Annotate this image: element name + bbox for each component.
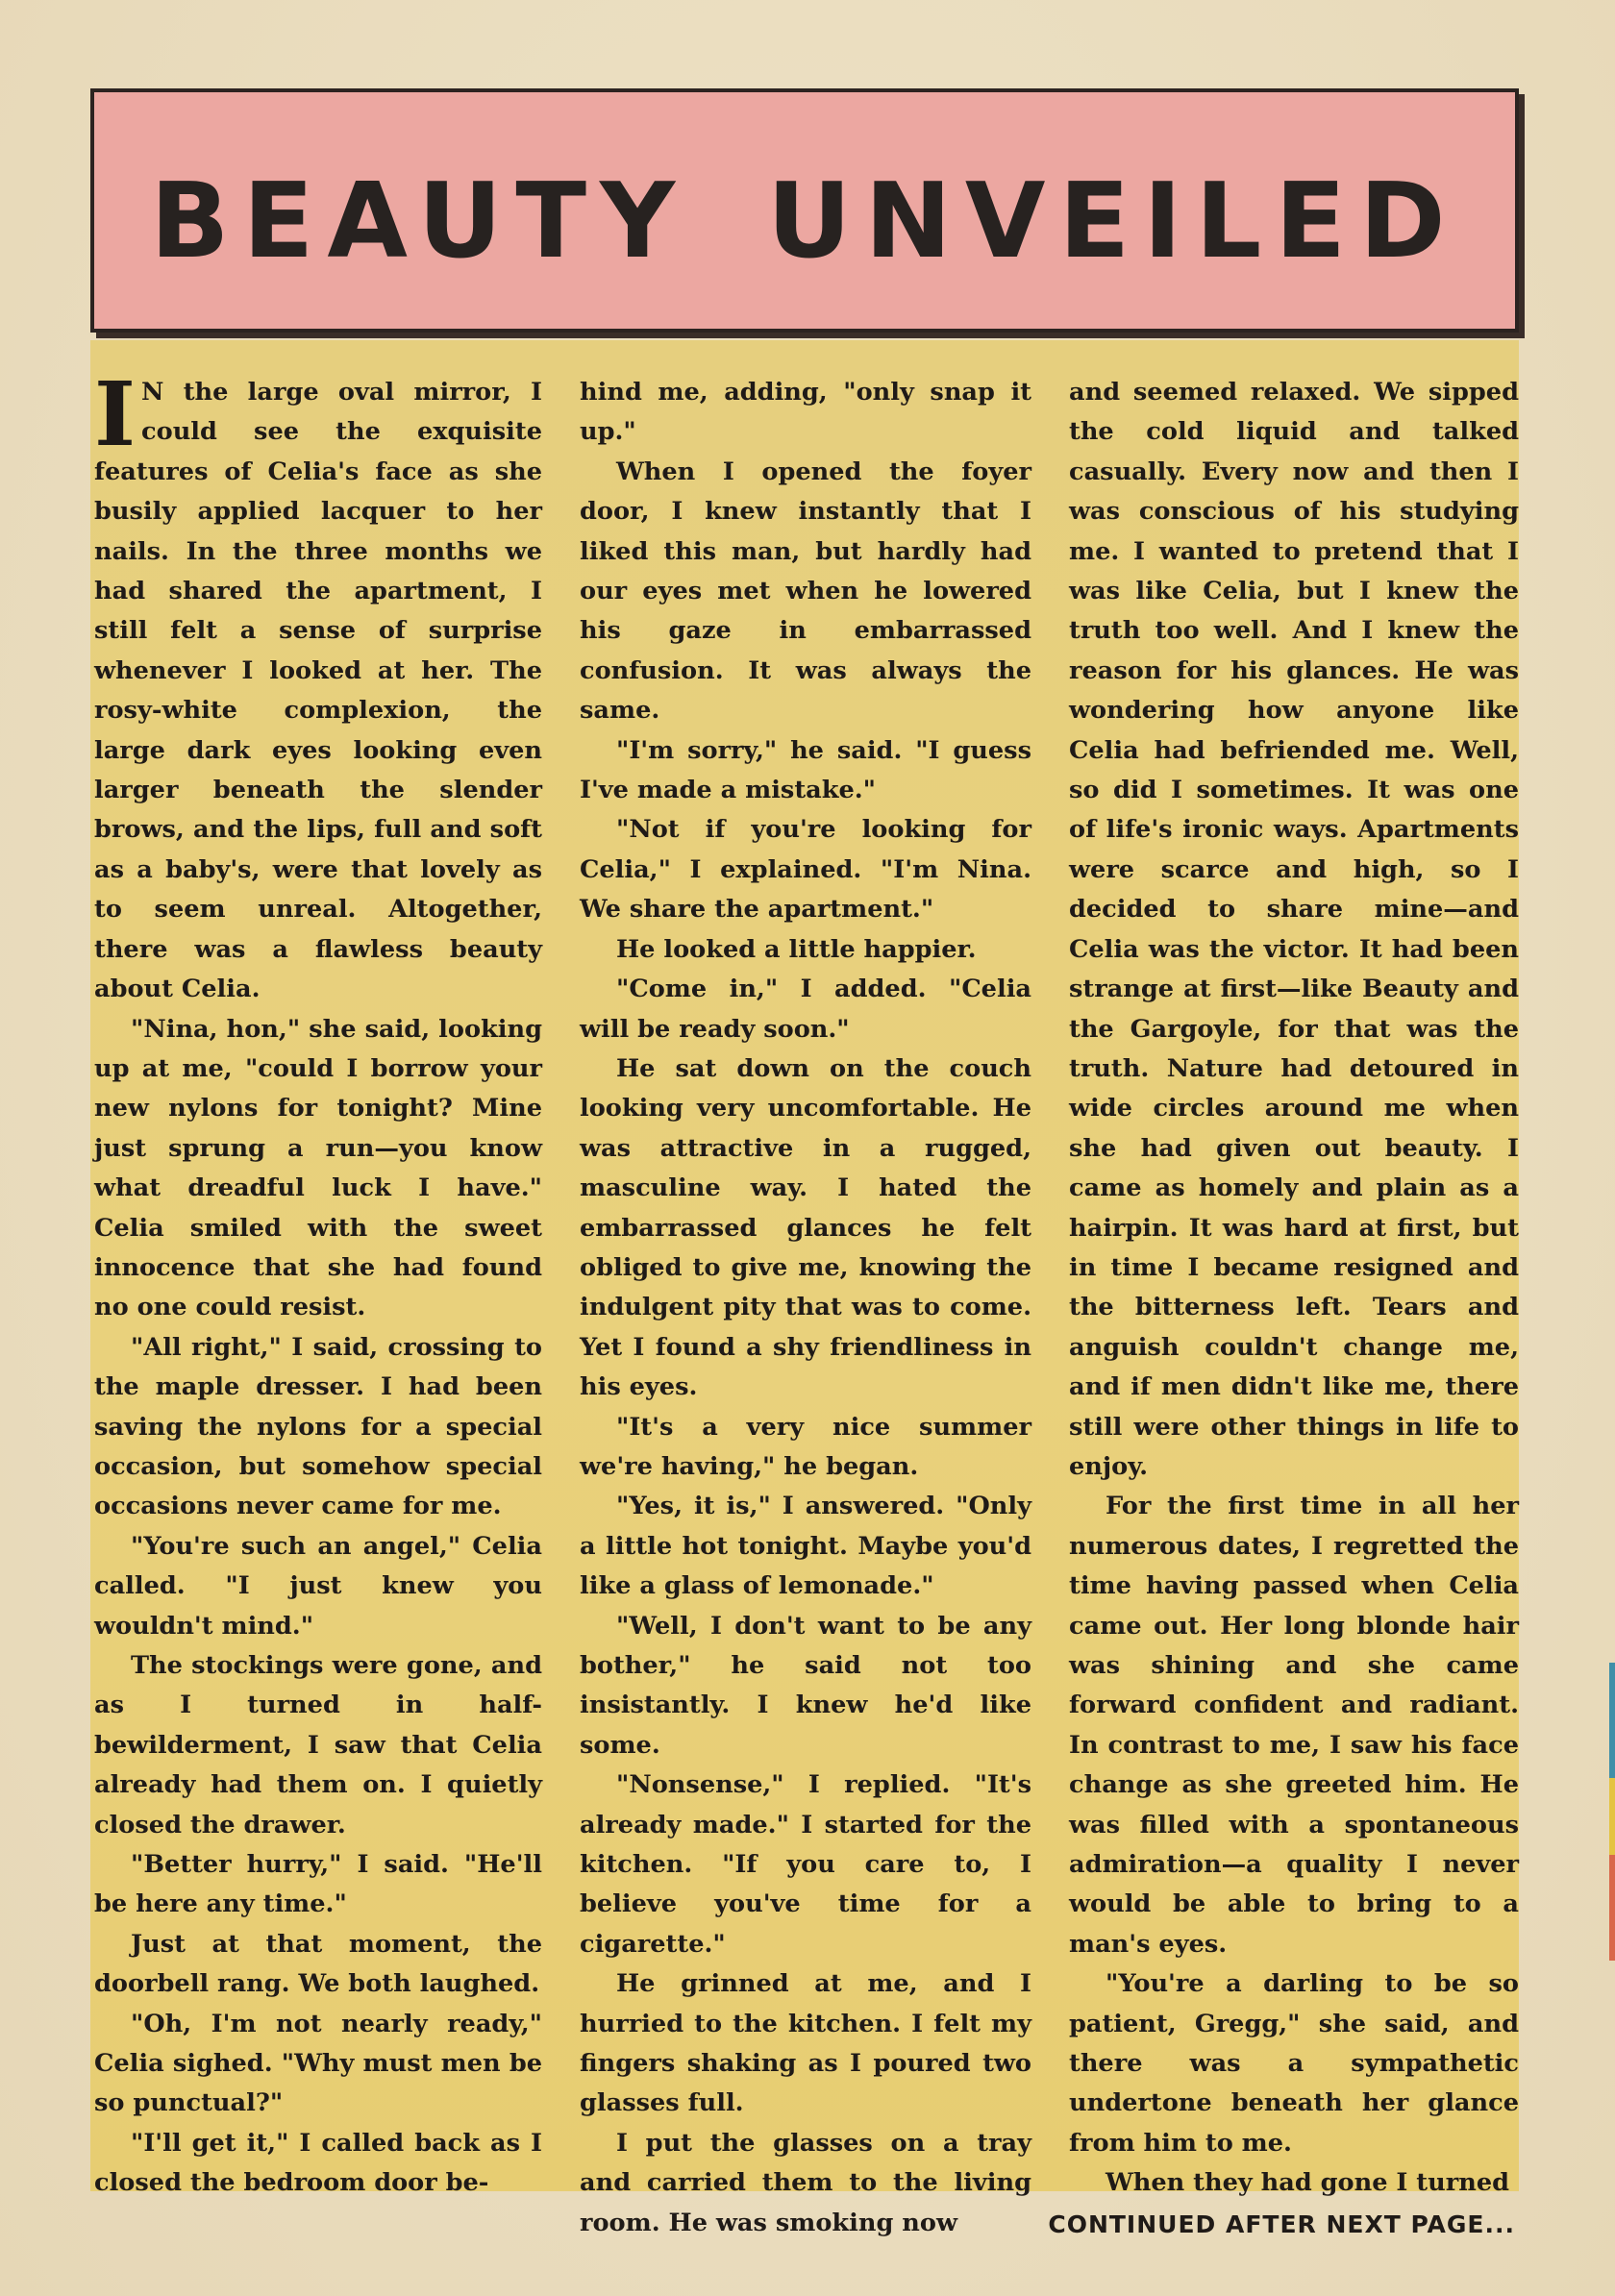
story-paragraph: "You're a darling to be so patient, Gregg," she said, and there was a sympathetic undertone beneath her glance from him to me. — [1069, 1969, 1519, 2158]
story-paragraph: For the first time in all her numerous dates, I regretted the time having passed when Celia came out. Her long blonde hair was shining and she came forward confident and radiant. In contrast to me, I saw his face change as she greeted him. He was filled with a spontaneous admiration—a quality I never would be able to bring to a man's eyes. — [1069, 1492, 1519, 1959]
story-paragraph: "I'm sorry," he said. "I guess I've made a mistake." — [580, 735, 1031, 805]
story-paragraph: "Nonsense," I replied. "It's already made." I started for the kitchen. "If you care to, I believe you've time for a cigarette." — [580, 1770, 1031, 1959]
story-paragraph: hind me, adding, "only snap it up." — [580, 378, 1031, 447]
story-paragraph: "Better hurry," I said. "He'll be here any time." — [94, 1850, 542, 1919]
story-paragraph: "All right," I said, crossing to the maple dresser. I had been saving the nylons for a special occasion, but somehow special occasions never came for me. — [94, 1332, 542, 1521]
story-paragraph: When I opened the foyer door, I knew instantly that I liked this man, but hardly had our eyes met when he lowered his gaze in embarrassed confusion. It was always the same. — [580, 457, 1031, 726]
story-title: BEAUTY UNVEILED — [150, 161, 1459, 282]
story-paragraph: When they had gone I turned — [1106, 2168, 1509, 2198]
story-paragraph: "I'll get it," I called back as I closed the bedroom door be- — [94, 2128, 542, 2198]
story-paragraph: Just at that moment, the doorbell rang. We both laughed. — [94, 1929, 542, 1999]
story-paragraph: "Nina, hon," she said, looking up at me, "could I borrow your new nylons for tonight? Mine just sprung a run—you know what dreadful luck I have." Celia smiled with the sweet innocence that she had found no one could resist. — [94, 1014, 542, 1322]
story-paragraph: "Yes, it is," I answered. "Only a little hot tonight. Maybe you'd like a glass of lemonade." — [580, 1492, 1031, 1601]
story-paragraph: and seemed relaxed. We sipped the cold liquid and talked casually. Every now and then I was conscious of his studying me. I wanted to pretend that I was like Celia, but I knew the truth too well. And I knew the reason for his glances. He was wondering how anyone like Celia had befriended me. Well, so did I sometimes. It was one of life's ironic ways. Apartments were scarce and high, so I decided to share mine—and Celia was the victor. It had been strange at first—like Beauty and the Gargoyle, for that was the truth. Nature had detoured in wide circles around me when she had given out beauty. I came as homely and plain as a hairpin. It was hard at first, but in time I became resigned and the bitterness left. Tears and anguish couldn't change me, and if men didn't like me, there still were other things in life to enjoy. — [1069, 378, 1519, 1481]
print-color-mark — [1609, 1663, 1615, 1778]
story-paragraph: He looked a little happier. — [616, 934, 977, 964]
title-banner — [90, 88, 1519, 333]
story-paragraph: He sat down on the couch looking very uncomfortable. He was attractive in a rugged, masculine way. I hated the embarrassed glances he felt obliged to give me, knowing the indulgent pity that was to come. Yet I found a shy friendliness in his eyes. — [580, 1053, 1031, 1402]
story-paragraph: "You're such an angel," Celia called. "I just knew you wouldn't mind." — [94, 1531, 542, 1641]
story-paragraph: I put the glasses on a tray and carried them to the living room. He was smoking now — [580, 2128, 1031, 2237]
story-paragraph: "Not if you're looking for Celia," I explained. "I'm Nina. We share the apartment." — [580, 815, 1031, 925]
opening-text: N the large oval mirror, I could see the exquisite features of Celia's face as she busily applied lacquer to her nails. In the three months we had shared the apartment, I still felt a sense of surprise whenever I looked at her. The rosy-white complexion, the large dark eyes looking even larger beneath the slender brows, and the lips, full and soft as a baby's, were that lovely as to seem unreal. Altogether, there was a flawless beauty about Celia. — [94, 378, 542, 1004]
story-column-2 — [580, 373, 1031, 2243]
print-color-mark — [1609, 1778, 1615, 1855]
story-column-1 — [94, 362, 542, 2204]
story-paragraph: "Come in," I added. "Celia will be ready soon." — [580, 975, 1031, 1044]
story-paragraph: "Well, I don't want to be any bother," he said not too insistantly. I knew he'd like some. — [580, 1611, 1031, 1760]
story-paragraph: The stockings were gone, and as I turned in half-bewilderment, I saw that Celia already had them on. I quietly closed the drawer. — [94, 1651, 542, 1839]
drop-cap: I — [94, 362, 137, 466]
story-paragraph — [94, 362, 542, 1010]
continued-note: CONTINUED AFTER NEXT PAGE... — [1048, 2210, 1515, 2238]
print-color-mark — [1609, 1855, 1615, 1961]
story-paragraph: He grinned at me, and I hurried to the kitchen. I felt my fingers shaking as I poured two glasses full. — [580, 1969, 1031, 2118]
story-paragraph: "Oh, I'm not nearly ready," Celia sighed. "Why must men be so punctual?" — [94, 2009, 542, 2118]
story-column-3 — [1069, 373, 1519, 2204]
story-paragraph: "It's a very nice summer we're having," he began. — [580, 1412, 1031, 1481]
